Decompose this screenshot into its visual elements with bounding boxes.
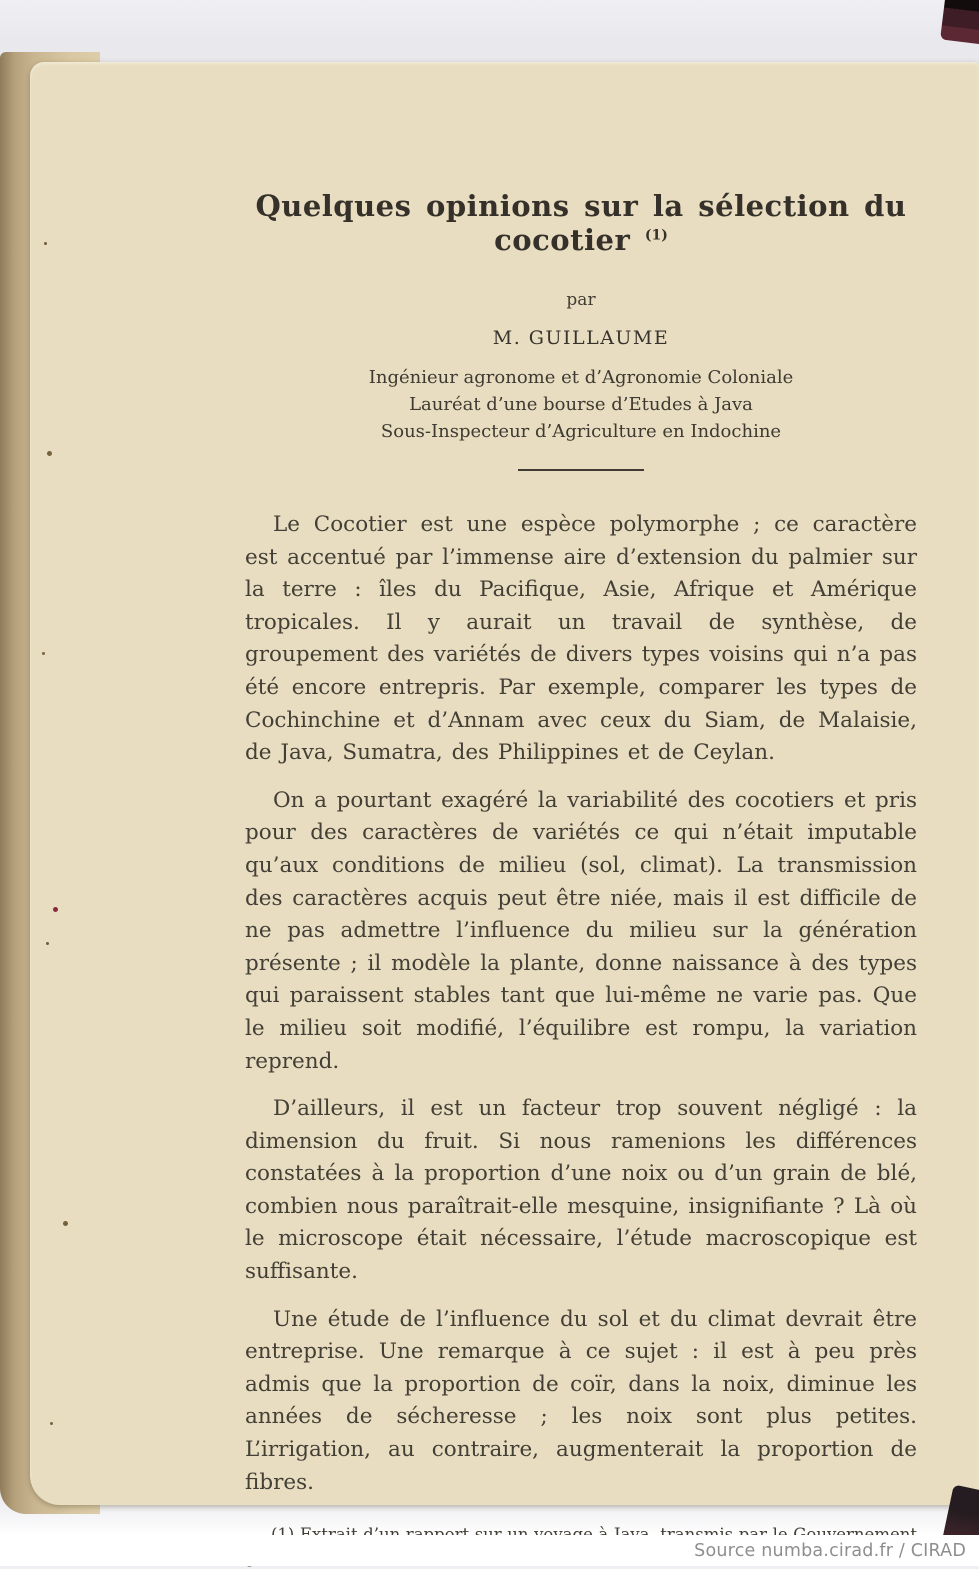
- paragraph: D’ailleurs, il est un facteur trop souvent négligé : la dimension du fruit. Si nous ramenions les différences constatées à la proportion d’une noix ou d’un grain de blé, combien nous paraîtrait-elle mesquine, insignifiante ? Là où le microscope était nécessaire, l’étude macroscopique est suffisante.: [245, 1096, 917, 1285]
- title-divider-rule: [518, 469, 644, 471]
- page-title: [245, 189, 917, 257]
- book-page: [30, 62, 979, 1505]
- page-title-text: Quelques opinions sur la sélection du cocotier: [255, 189, 907, 257]
- source-watermark-text: Source numba.cirad.fr / CIRAD: [694, 1540, 966, 1561]
- body-text: [245, 509, 917, 1499]
- page-content: [245, 62, 917, 1569]
- byline: par: [566, 290, 596, 310]
- author-affiliations: [245, 364, 917, 445]
- paragraph: Le Cocotier est une espèce polymorphe ; ce caractère est accentué par l’immense aire d’extension du palmier sur la terre : îles du Pacifique, Asie, Afrique et Amérique tropicales. Il y aurait un travail de synthèse, de groupement des variétés de divers types voisins qui n’a pas été encore entrepris. Par exemple, comparer les types de Cochinchine et d’Annam avec ceux du Siam, de Malaisie, de Java, Sumatra, des Philippines et de Ceylan.: [245, 512, 917, 766]
- paragraph: On a pourtant exagéré la variabilité des cocotiers et pris pour des caractères de variétés ce qui n’était imputable qu’aux conditions de milieu (sol, climat). La transmission des caractères acquis peut être niée, mais il est difficile de ne pas admettre l’influence du milieu sur la génération présente ; il modèle la plante, donne naissance à des types qui paraissent stables tant que lui-même ne varie pas. Que le milieu soit modifié, l’équilibre est rompu, la variation reprend.: [245, 787, 917, 1074]
- paragraph: Une étude de l’influence du sol et du climat devrait être entreprise. Une remarque à ce sujet : il est à peu près admis que la proportion de coïr, dans la noix, diminue les années de sécheresse ; les noix sont plus petites. L’irrigation, au contraire, augmenterait la proportion de fibres.: [245, 1306, 917, 1495]
- author-name: M. GUILLAUME: [492, 327, 670, 349]
- book-cover-corner-top-right: [940, 0, 979, 44]
- affiliation-line: Ingénieur agronome et d’Agronomie Coloniale: [368, 367, 794, 388]
- source-watermark-bar: [0, 1535, 979, 1566]
- paper-specks: [44, 242, 47, 245]
- title-footnote-ref: (1): [644, 227, 668, 244]
- affiliation-line: Lauréat d’une bourse d’Etudes à Java: [409, 394, 753, 415]
- affiliation-line: Sous-Inspecteur d’Agriculture en Indochine: [380, 421, 782, 442]
